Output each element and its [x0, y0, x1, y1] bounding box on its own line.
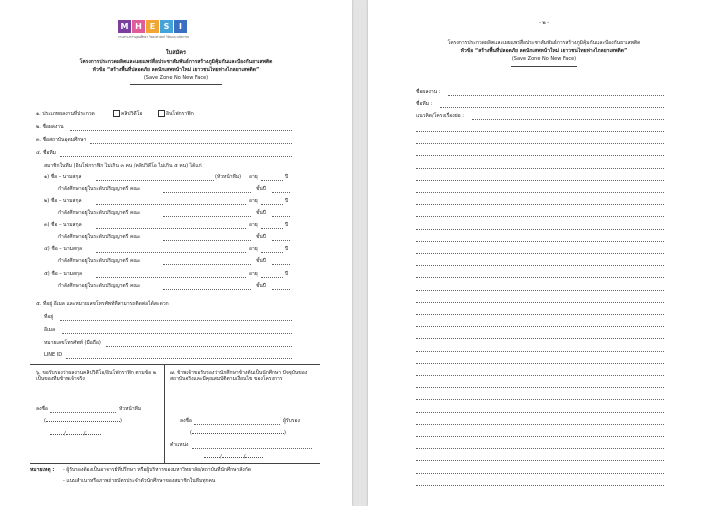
class-line[interactable] — [272, 192, 290, 193]
synopsis-line[interactable] — [416, 351, 664, 352]
q4-label: ๔. ชื่อทีม — [36, 150, 56, 156]
synopsis-line[interactable] — [416, 399, 664, 400]
subtitle-en: (Save Zone No New Face) — [511, 56, 577, 62]
faculty-line[interactable] — [163, 240, 251, 241]
study-label: กำลังศึกษาอยู่ในระดับปริญญาตรี คณะ — [58, 283, 141, 289]
year-label: ปี — [285, 198, 289, 204]
age-label: อายุ — [249, 198, 258, 204]
logo-letter: S — [160, 20, 173, 33]
infographic-option-label: อินโฟกราฟิก — [166, 111, 194, 117]
faculty-line[interactable] — [163, 264, 251, 265]
team-name-line[interactable] — [60, 156, 292, 157]
synopsis-line[interactable] — [416, 424, 664, 425]
year-label: ปี — [285, 246, 289, 252]
cert-box-bottom — [30, 463, 320, 464]
synopsis-line[interactable] — [416, 241, 664, 242]
synopsis-line[interactable] — [416, 277, 664, 278]
logo-letter: M — [118, 20, 131, 33]
video-option-label: คลิปวิดีโอ — [121, 111, 143, 117]
phone-label: หมายเลขโทรศัพท์ (มือถือ) — [44, 340, 101, 346]
synopsis-line[interactable] — [416, 265, 664, 266]
form-title: ใบสมัคร — [165, 50, 187, 56]
work-name-line[interactable] — [70, 130, 292, 131]
logo-letter: H — [132, 20, 145, 33]
synopsis-line[interactable] — [416, 375, 664, 376]
section7-text — [170, 370, 314, 382]
topic-title: หัวข้อ “สร้างพื้นที่ปลอดภัย ลดนักเสพหน้าใหม่ เยาวชนไทยห่างไกลยาเสพติด” — [92, 67, 260, 73]
synopsis-line[interactable] — [416, 338, 664, 339]
member-name-line[interactable] — [96, 228, 246, 229]
video-checkbox[interactable] — [113, 110, 120, 117]
address-label: ที่อยู่ — [44, 314, 54, 320]
class-label: ชั้นปี — [256, 258, 266, 264]
synopsis-line[interactable] — [416, 143, 664, 144]
q5-label: ๕. ที่อยู่ อีเมล และหมายเลขโทรศัพท์ที่สามารถติดต่อได้สะดวก — [36, 301, 169, 307]
synopsis-line[interactable] — [416, 192, 664, 193]
class-label: ชั้นปี — [256, 234, 266, 240]
infographic-checkbox[interactable] — [158, 110, 165, 117]
certifier-printname[interactable]: ( ) — [190, 430, 286, 436]
age-label: อายุ — [249, 174, 258, 180]
subtitle-en: (Save Zone No New Face) — [143, 75, 209, 81]
member-suffix: (หัวหน้าทีม) — [215, 174, 242, 180]
application-form-page — [0, 0, 352, 506]
class-line[interactable] — [272, 240, 290, 241]
page-number: - ๒ - — [538, 20, 550, 26]
class-label: ชั้นปี — [256, 283, 266, 289]
faculty-line[interactable] — [163, 289, 251, 290]
age-label: อายุ — [249, 222, 258, 228]
leader-role-label: หัวหน้าทีม — [119, 406, 142, 412]
age-line[interactable] — [261, 252, 283, 253]
class-label: ชั้นปี — [256, 210, 266, 216]
work-name-label: ชื่อผลงาน : — [416, 89, 441, 95]
year-label: ปี — [285, 174, 289, 180]
synopsis-line[interactable] — [416, 363, 664, 364]
note-2: - แนบสำเนาหรือภาพถ่ายบัตรประจำตัวนักศึกษาของสมาชิกในทีมทุกคน — [63, 478, 216, 484]
synopsis-line[interactable] — [416, 473, 664, 474]
cert-box-divider — [164, 364, 165, 463]
synopsis-line[interactable] — [416, 387, 664, 388]
section6-statement: ๖. ขอรับรองว่าผลงานคลิปวิดีโอ/อินโฟกราฟิก ตามข้อ ๒ เป็นของทีมข้าพเจ้าจริง — [36, 370, 157, 382]
synopsis-line[interactable] — [416, 216, 664, 217]
certifier-sign-line[interactable] — [194, 424, 280, 425]
synopsis-line[interactable] — [416, 412, 664, 413]
synopsis-line[interactable] — [416, 436, 664, 437]
members-note: สมาชิกในทีม (อินโฟกราฟิก ไม่เกิน ๓ คน /คลิปวิดีโอ ไม่เกิน ๕ คน) ได้แก่ — [44, 163, 202, 169]
study-label: กำลังศึกษาอยู่ในระดับปริญญาตรี คณะ — [58, 234, 141, 240]
leader-sign-line[interactable] — [50, 412, 116, 413]
synopsis-line[interactable] — [416, 204, 664, 205]
note-label: หมายเหตุ : — [30, 467, 55, 473]
project-title: โครงการประกวดผลิตและเผยแพร่สื่อประชาสัมพันธ์การสร้างภูมิคุ้มกันและป้องกันยาเสพติด — [79, 59, 273, 65]
leader-date[interactable]: / / — [50, 431, 101, 437]
work-name-line[interactable] — [448, 95, 664, 96]
title-underline — [511, 66, 577, 67]
class-line[interactable] — [272, 216, 290, 217]
project-title: โครงการประกวดผลิตและเผยแพร่สื่อประชาสัมพันธ์การสร้างภูมิคุ้มกันและป้องกันยาเสพติด — [447, 40, 641, 46]
concept-label: แนวคิด/โครงเรื่องย่อ : — [416, 113, 464, 119]
synopsis-line[interactable] — [416, 314, 664, 315]
synopsis-line[interactable] — [416, 485, 664, 486]
member-name-label: ๔) ชื่อ – นามสกุล — [44, 246, 83, 252]
synopsis-line[interactable] — [416, 290, 664, 291]
age-line[interactable] — [261, 204, 283, 205]
address-line[interactable] — [60, 320, 292, 321]
line-id-label: LINE ID — [44, 352, 63, 358]
member-name-line[interactable] — [96, 180, 214, 181]
class-label: ชั้นปี — [256, 186, 266, 192]
age-label: อายุ — [249, 271, 258, 277]
member-name-label: ๓) ชื่อ – นามสกุล — [44, 222, 82, 228]
synopsis-line[interactable] — [416, 253, 664, 254]
class-line[interactable] — [272, 289, 290, 290]
synopsis-line[interactable] — [416, 131, 664, 132]
synopsis-line[interactable] — [416, 168, 664, 169]
member-name-label: ๒) ชื่อ – นามสกุล — [44, 198, 82, 204]
synopsis-line[interactable] — [416, 326, 664, 327]
year-label: ปี — [285, 271, 289, 277]
concept-line[interactable] — [472, 119, 664, 120]
faculty-line[interactable] — [163, 192, 251, 193]
class-line[interactable] — [272, 264, 290, 265]
synopsis-line[interactable] — [416, 155, 664, 156]
study-label: กำลังศึกษาอยู่ในระดับปริญญาตรี คณะ — [58, 186, 141, 192]
position-line[interactable] — [192, 448, 312, 449]
note-1: - ผู้รับรองต้องเป็นอาจารย์ที่ปรึกษา หรือผู้บริหารของมหาวิทยาลัย/สถาบันที่นักศึกษาสังกัด — [63, 467, 251, 473]
member-name-line[interactable] — [96, 204, 246, 205]
section7-statement: ๗. ข้าพเจ้าขอรับรองว่านักศึกษาข้างต้นเป็นนักศึกษา ปัจจุบันของสถาบันจริงและมีคุณสมบัติตามเงื่อนไข ของโครงการ — [170, 370, 308, 382]
line-id-line[interactable] — [66, 358, 292, 359]
email-label: อีเมล — [44, 327, 56, 333]
topic-title: หัวข้อ “สร้างพื้นที่ปลอดภัย ลดนักเสพหน้าใหม่ เยาวชนไทยห่างไกลยาเสพติด” — [460, 48, 628, 54]
institution-line[interactable] — [90, 143, 292, 144]
phone-line[interactable] — [106, 346, 292, 347]
faculty-line[interactable] — [163, 216, 251, 217]
section6-text — [36, 370, 160, 382]
position-label: ตำแหน่ง — [170, 442, 189, 448]
leader-sign-label: ลงชื่อ — [36, 406, 48, 412]
team-name-line[interactable] — [440, 107, 664, 108]
member-name-label: ๕) ชื่อ – นามสกุล — [44, 271, 83, 277]
logo-letter: E — [146, 20, 159, 33]
certifier-date[interactable]: / / — [204, 454, 263, 460]
cert-box-top — [30, 364, 320, 365]
team-name-label: ชื่อทีม : — [416, 101, 433, 107]
synopsis-line[interactable] — [416, 460, 664, 461]
member-name-line[interactable] — [96, 277, 246, 278]
certifier-role-label: ผู้รับรอง — [283, 418, 300, 424]
synopsis-line[interactable] — [416, 180, 664, 181]
member-name-label: ๑) ชื่อ – นามสกุล — [44, 174, 82, 180]
synopsis-line[interactable] — [416, 302, 664, 303]
q2-label: ๒. ชื่อผลงาน — [36, 124, 64, 130]
mhesi-logo — [118, 20, 188, 33]
q3-label: ๓. ชื่อสถาบันอุดมศึกษา — [36, 137, 87, 143]
logo-subtitle: กระทรวงการอุดมศึกษา วิทยาศาสตร์ วิจัยและนวัตกรรม — [118, 35, 190, 39]
leader-printname[interactable]: ( ) — [44, 418, 122, 424]
year-label: ปี — [285, 222, 289, 228]
age-label: อายุ — [249, 246, 258, 252]
synopsis-line[interactable] — [416, 448, 664, 449]
synopsis-page — [368, 0, 720, 506]
study-label: กำลังศึกษาอยู่ในระดับปริญญาตรี คณะ — [58, 258, 141, 264]
logo-letter: I — [174, 20, 187, 33]
synopsis-line[interactable] — [416, 229, 664, 230]
email-line[interactable] — [62, 333, 292, 334]
q1-label: ๑. ประเภทผลงานที่ประกวด — [36, 111, 95, 117]
study-label: กำลังศึกษาอยู่ในระดับปริญญาตรี คณะ — [58, 210, 141, 216]
age-line[interactable] — [261, 277, 283, 278]
title-underline — [130, 84, 222, 85]
age-line[interactable] — [261, 180, 283, 181]
certifier-sign-label: ลงชื่อ — [180, 418, 192, 424]
age-line[interactable] — [261, 228, 283, 229]
member-name-line[interactable] — [96, 252, 246, 253]
